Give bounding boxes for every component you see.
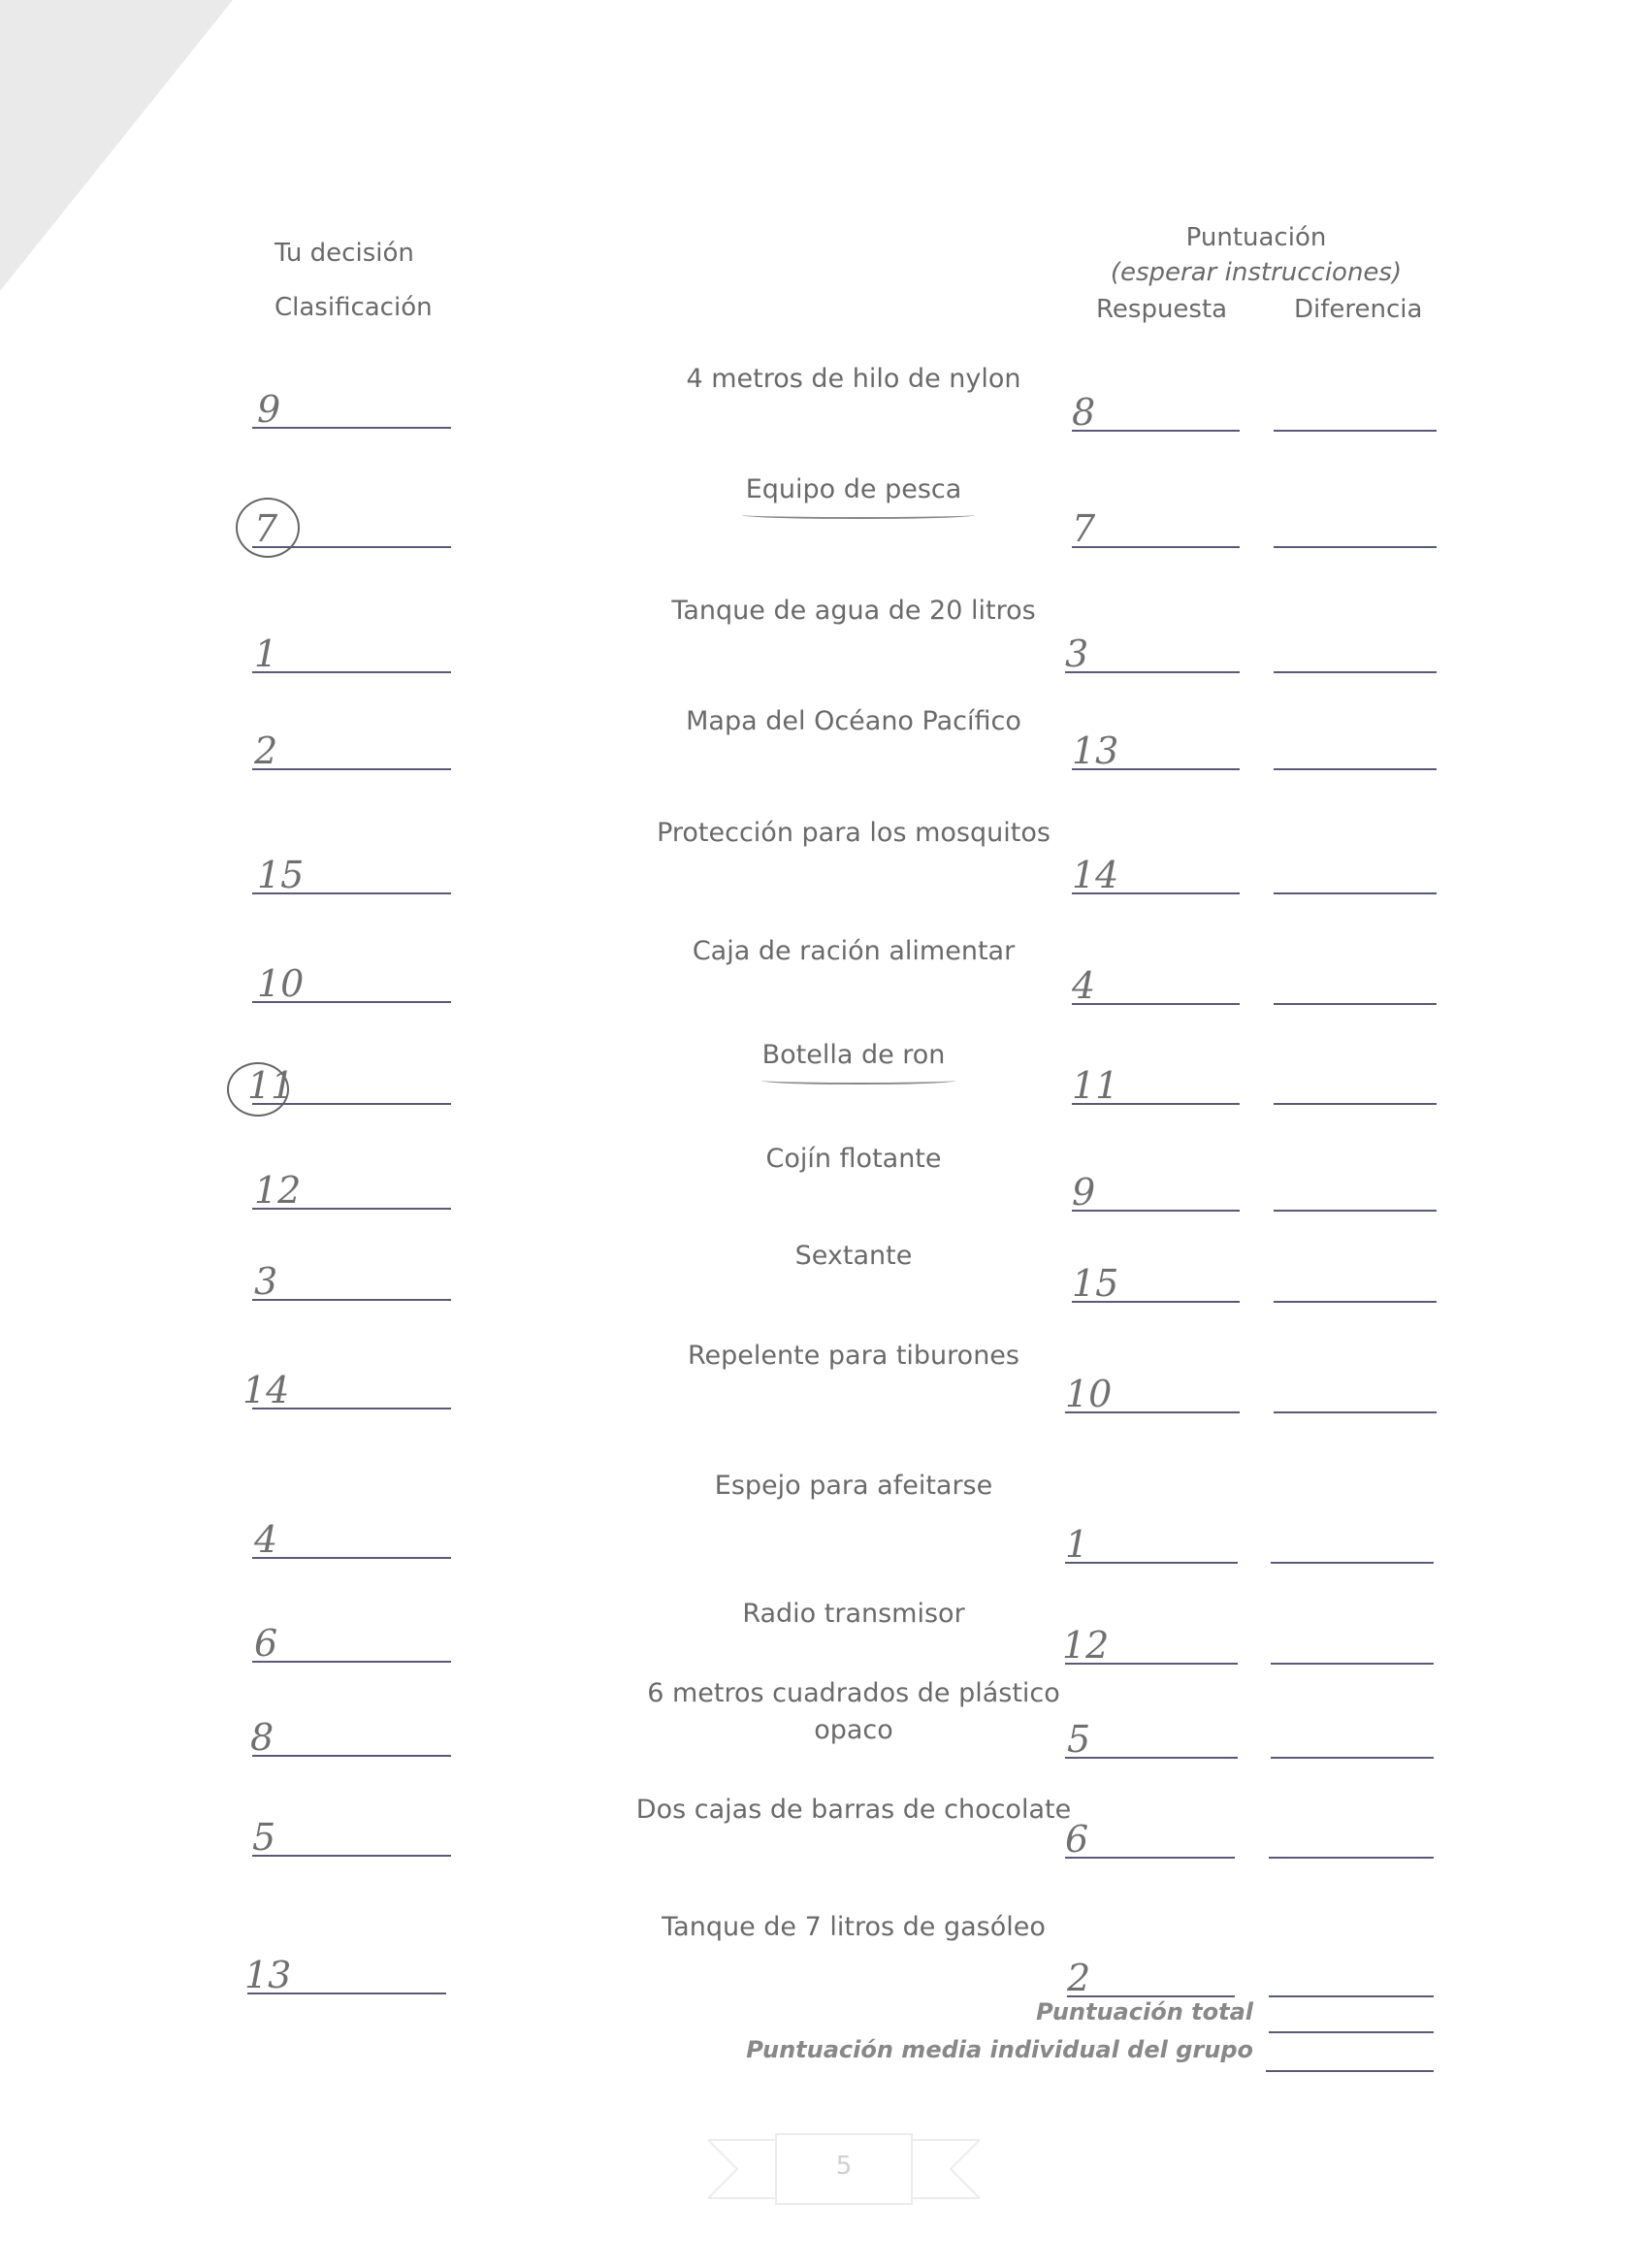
- diferencia-line[interactable]: [1274, 892, 1437, 894]
- item-label: Cojín flotante: [765, 1144, 942, 1174]
- item-label: Mapa del Océano Pacífico: [686, 706, 1021, 736]
- item-label: Tanque de agua de 20 litros: [671, 596, 1036, 626]
- decision-value[interactable]: 11: [247, 1064, 295, 1107]
- decision-value[interactable]: 1: [254, 632, 278, 675]
- diferencia-line[interactable]: [1269, 1857, 1434, 1859]
- decision-line: [252, 1103, 451, 1105]
- diferencia-line[interactable]: [1274, 768, 1437, 770]
- total-score-label: Puntuación total: [1036, 1998, 1253, 2025]
- diferencia-line[interactable]: [1269, 1995, 1434, 1997]
- header-puntuacion: Puntuación: [1185, 223, 1327, 252]
- decision-value[interactable]: 15: [257, 854, 305, 896]
- item-label: Espejo para afeitarse: [714, 1471, 993, 1501]
- decision-line: [252, 427, 451, 429]
- diferencia-line[interactable]: [1274, 671, 1437, 673]
- diferencia-line[interactable]: [1274, 1301, 1437, 1303]
- respuesta-value[interactable]: 12: [1062, 1624, 1110, 1667]
- group-average-label: Puntuación media individual del grupo: [746, 2036, 1253, 2063]
- decision-line: [247, 1993, 446, 1994]
- decision-value[interactable]: 12: [254, 1169, 302, 1212]
- respuesta-line: [1065, 1663, 1238, 1665]
- decision-value[interactable]: 13: [244, 1954, 292, 1996]
- diferencia-line[interactable]: [1274, 1003, 1437, 1005]
- respuesta-value[interactable]: 2: [1067, 1957, 1091, 1999]
- respuesta-line: [1072, 1003, 1240, 1005]
- respuesta-line: [1065, 1757, 1238, 1759]
- item-underline: [742, 511, 975, 519]
- item-label: Dos cajas de barras de chocolate: [635, 1795, 1072, 1825]
- item-label: 6 metros cuadrados de plástico opaco: [647, 1678, 1060, 1745]
- respuesta-value[interactable]: 4: [1072, 964, 1096, 1007]
- decision-value[interactable]: 5: [252, 1816, 276, 1859]
- decision-line: [252, 1208, 451, 1210]
- respuesta-value[interactable]: 5: [1067, 1718, 1091, 1761]
- respuesta-value[interactable]: 11: [1072, 1064, 1119, 1107]
- decision-line: [252, 1001, 451, 1003]
- item-label: Protección para los mosquitos: [657, 818, 1051, 848]
- decision-value[interactable]: 6: [254, 1622, 278, 1665]
- respuesta-line: [1072, 546, 1240, 548]
- diferencia-line[interactable]: [1274, 1411, 1437, 1413]
- respuesta-line: [1065, 1857, 1235, 1859]
- header-tu-decision: Tu decisión: [275, 239, 414, 268]
- decision-line: [252, 1855, 451, 1857]
- decision-value[interactable]: 10: [257, 962, 305, 1005]
- respuesta-line: [1067, 1995, 1235, 1997]
- item-label: Equipo de pesca: [745, 474, 962, 504]
- diferencia-line[interactable]: [1271, 1562, 1434, 1564]
- page-number: 5: [835, 2152, 853, 2181]
- respuesta-value[interactable]: 6: [1065, 1818, 1089, 1861]
- decision-line: [252, 1408, 451, 1409]
- decision-value[interactable]: 4: [254, 1518, 278, 1561]
- diferencia-line[interactable]: [1271, 1757, 1434, 1759]
- diferencia-line[interactable]: [1274, 1210, 1437, 1212]
- respuesta-line: [1072, 892, 1240, 894]
- item-label: Repelente para tiburones: [688, 1341, 1019, 1371]
- respuesta-line: [1072, 768, 1240, 770]
- group-average-line[interactable]: [1266, 2070, 1434, 2072]
- decision-line: [252, 546, 451, 548]
- respuesta-value[interactable]: 15: [1072, 1262, 1119, 1305]
- respuesta-value[interactable]: 8: [1072, 391, 1096, 434]
- decision-value[interactable]: 7: [254, 507, 278, 550]
- decision-value[interactable]: 9: [257, 388, 281, 431]
- respuesta-value[interactable]: 1: [1065, 1523, 1089, 1566]
- decision-line: [252, 1557, 451, 1559]
- header-esperar-instrucciones: (esperar instrucciones): [1110, 258, 1403, 287]
- decision-line: [252, 892, 451, 894]
- respuesta-line: [1065, 1411, 1240, 1413]
- respuesta-line: [1065, 671, 1240, 673]
- decision-value[interactable]: 3: [254, 1260, 278, 1303]
- total-score-line[interactable]: [1269, 2031, 1434, 2033]
- header-clasificacion: Clasificación: [275, 293, 433, 322]
- decision-line: [252, 1755, 451, 1757]
- decision-value[interactable]: 2: [254, 729, 278, 772]
- respuesta-value[interactable]: 14: [1072, 854, 1119, 896]
- decision-line: [252, 768, 451, 770]
- respuesta-line: [1072, 1210, 1240, 1212]
- decision-line: [252, 1661, 451, 1663]
- respuesta-value[interactable]: 10: [1065, 1373, 1113, 1415]
- header-diferencia: Diferencia: [1294, 295, 1423, 324]
- respuesta-line: [1072, 1103, 1240, 1105]
- item-label: Botella de ron: [761, 1040, 946, 1070]
- decision-line: [252, 671, 451, 673]
- decision-line: [252, 1299, 451, 1301]
- item-label: Sextante: [794, 1241, 913, 1271]
- item-label: Tanque de 7 litros de gasóleo: [662, 1912, 1046, 1942]
- respuesta-line: [1065, 1562, 1238, 1564]
- item-underline: [761, 1077, 955, 1085]
- respuesta-value[interactable]: 13: [1072, 729, 1119, 772]
- respuesta-line: [1072, 1301, 1240, 1303]
- decision-value[interactable]: 14: [242, 1369, 290, 1411]
- diferencia-line[interactable]: [1274, 546, 1437, 548]
- respuesta-value[interactable]: 9: [1072, 1171, 1096, 1214]
- respuesta-value[interactable]: 3: [1065, 632, 1089, 675]
- decision-value[interactable]: 8: [250, 1716, 275, 1759]
- header-respuesta: Respuesta: [1096, 295, 1228, 324]
- respuesta-line: [1072, 430, 1240, 432]
- respuesta-value[interactable]: 7: [1072, 507, 1096, 550]
- item-label: Caja de ración alimentar: [692, 936, 1016, 966]
- folded-corner: [0, 0, 233, 291]
- item-label: 4 metros de hilo de nylon: [686, 364, 1021, 394]
- item-label: Radio transmisor: [742, 1599, 965, 1629]
- diferencia-line[interactable]: [1271, 1663, 1434, 1665]
- diferencia-line[interactable]: [1274, 430, 1437, 432]
- diferencia-line[interactable]: [1274, 1103, 1437, 1105]
